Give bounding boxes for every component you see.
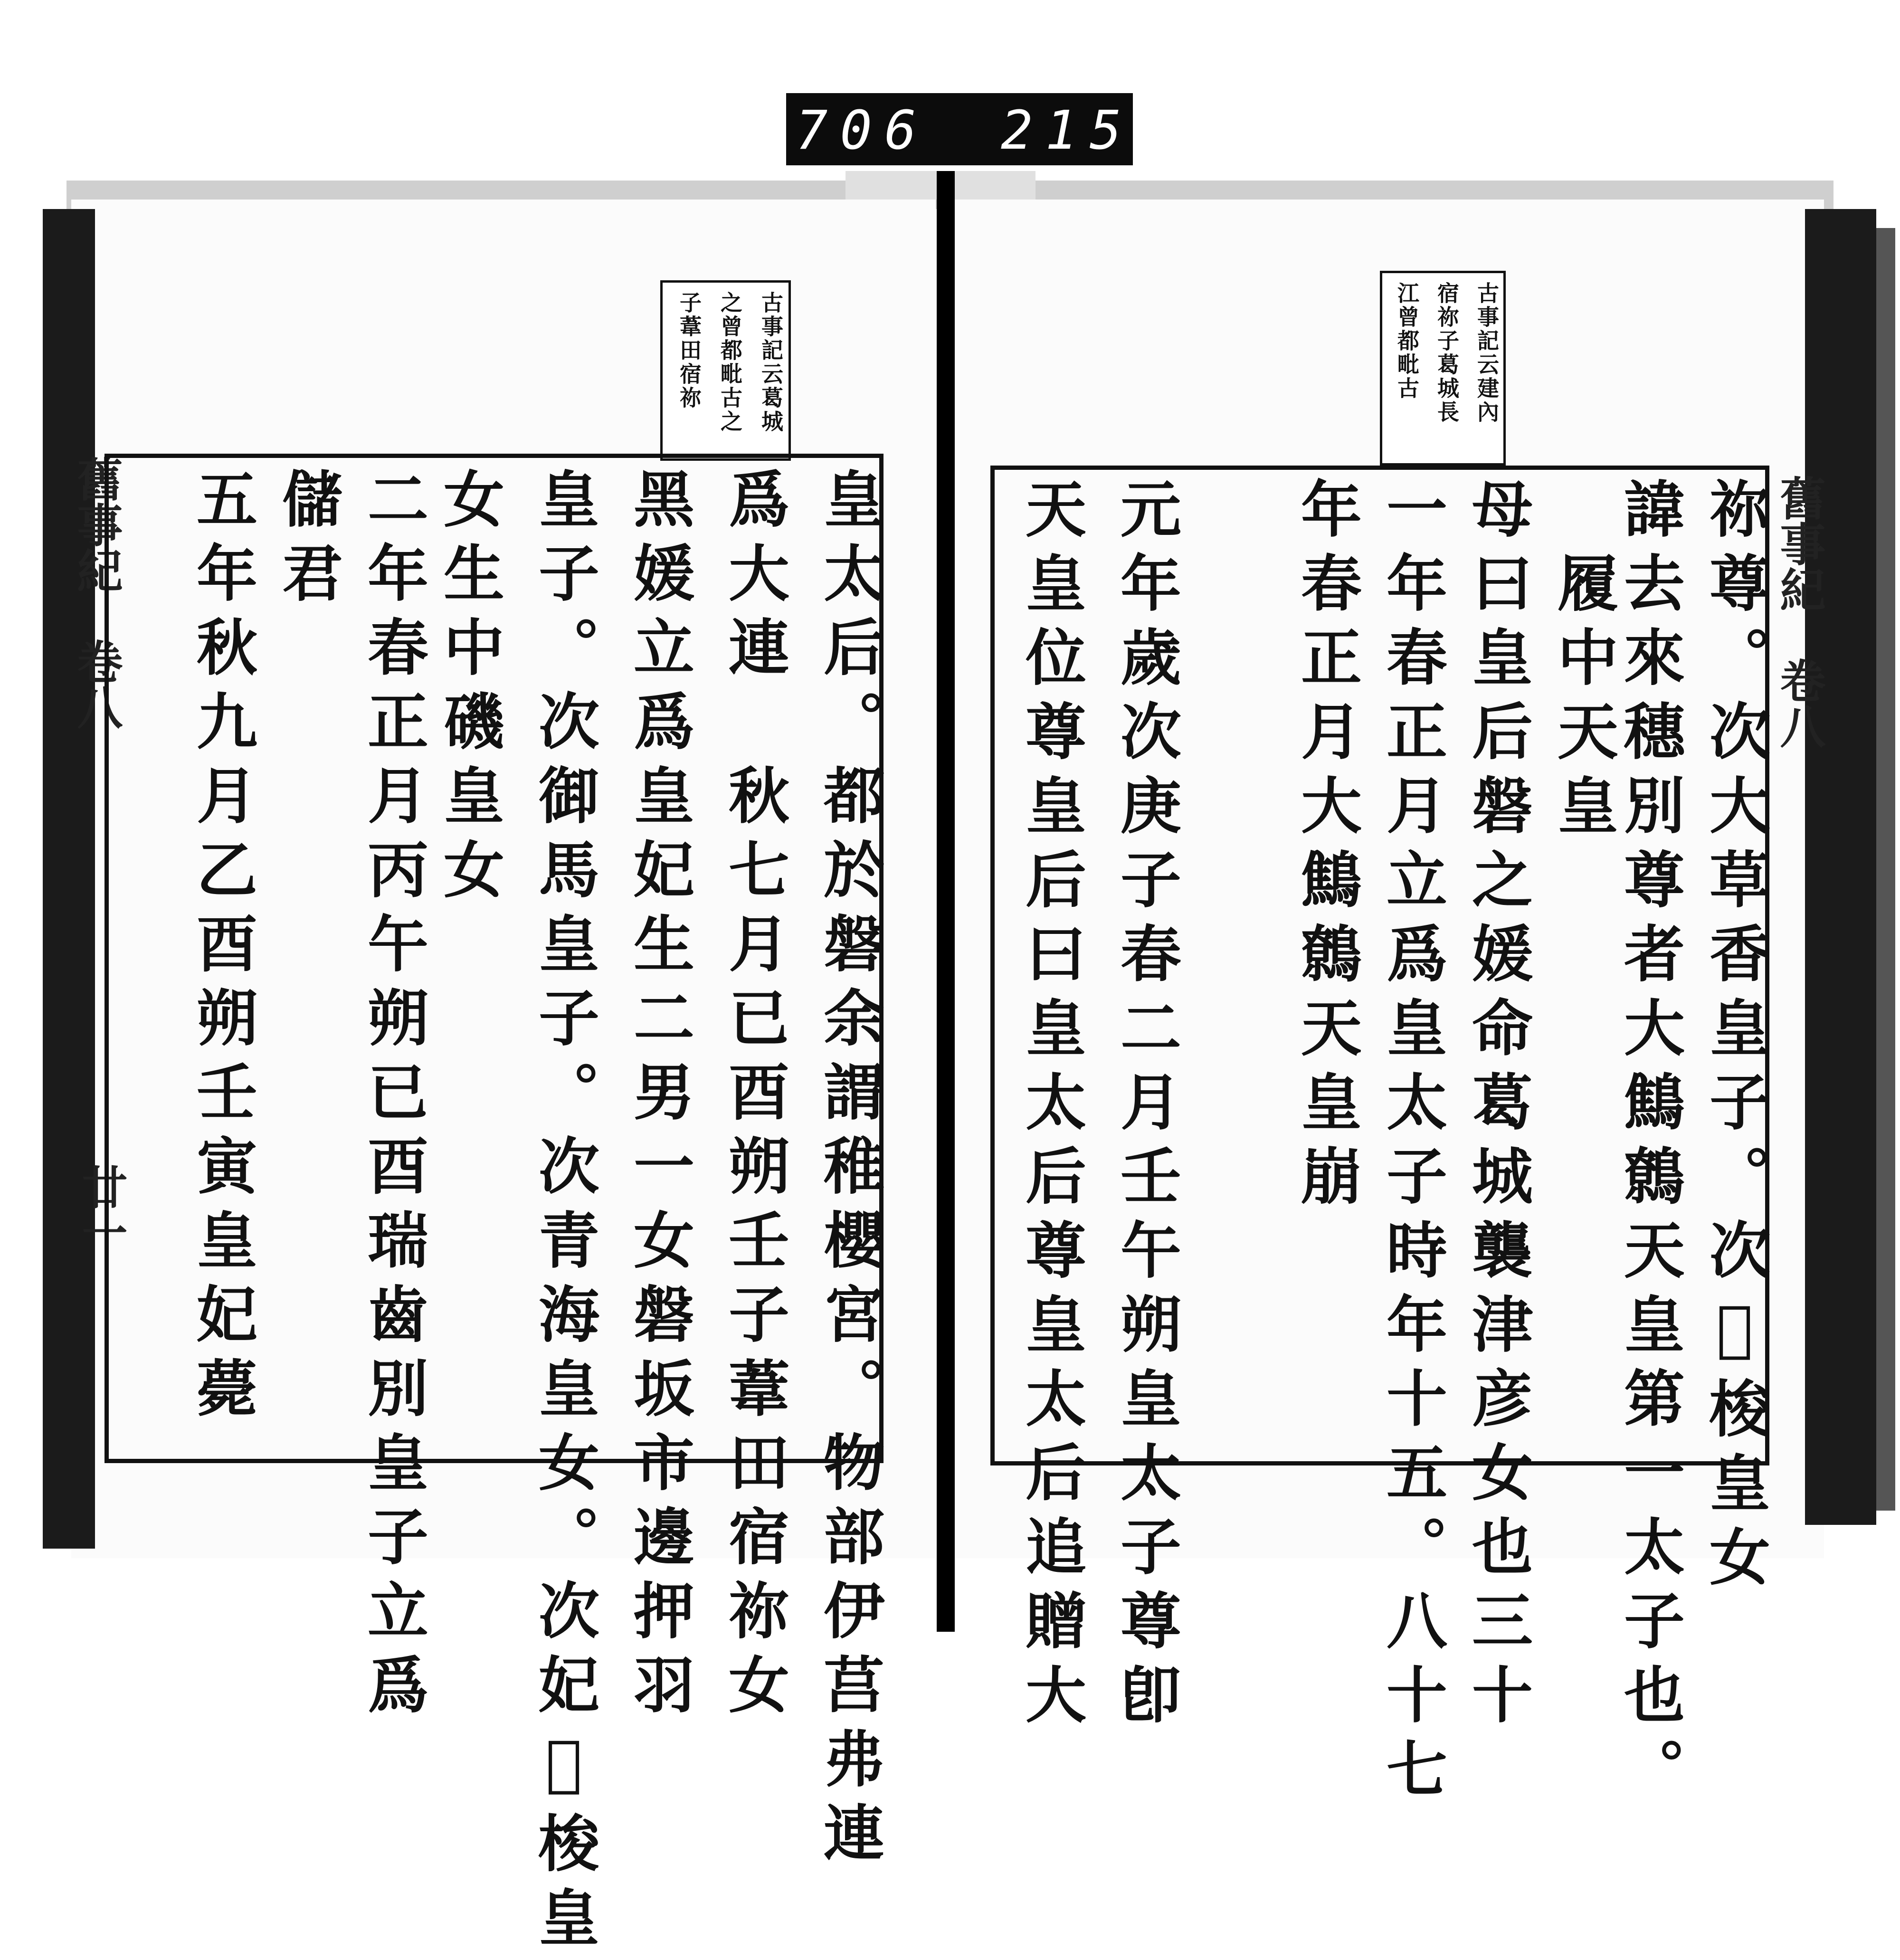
text-column: 一年春正月立爲皇太子時年十五。八十七 — [1376, 477, 1447, 1811]
headnote-line: 江曾都毗古 — [1394, 282, 1420, 400]
text-column: 女生中磯皇女 — [433, 467, 504, 912]
text-column: 黑媛立爲皇妃生二男一女磐坂市邊押羽 — [623, 467, 694, 1727]
text-column: 儲君 — [272, 467, 343, 616]
right-edge-strip — [1876, 228, 1895, 1511]
label-number-left: 706 — [796, 100, 929, 162]
text-column: 祢尊。次大草香皇子。次𢢮梭皇女 — [1699, 477, 1770, 1599]
left-headnote — [660, 280, 791, 461]
right-running-head: 舊事紀 卷八 — [1773, 475, 1826, 749]
text-column: 母曰皇后磐之媛命葛城襲津彦女也三十 — [1462, 477, 1533, 1737]
headnote-line: 宿祢子葛城長 — [1434, 282, 1460, 424]
headnote-line: 古事記云葛城 — [758, 291, 784, 434]
label-number-right: 215 — [1001, 100, 1134, 162]
text-column: 爲大連 秋七月已酉朔壬子葦田宿祢女 — [718, 467, 789, 1727]
text-column: 二年春正月丙午朔已酉瑞齒別皇子立爲 — [357, 467, 428, 1727]
text-column: 履中天皇 — [1547, 477, 1618, 848]
text-column: 五年秋九月乙酉朔壬寅皇妃薨 — [186, 467, 257, 1431]
text-column: 諱去來穗別尊者大鷦鷯天皇第一太子也。 — [1614, 477, 1685, 1811]
left-text-frame — [104, 454, 884, 1960]
right-text-frame — [990, 466, 1770, 1811]
text-column: 年春正月大鷦鷯天皇崩 — [1291, 477, 1362, 1218]
book-spine — [937, 171, 955, 1632]
headnote-line: 古事記云建內 — [1474, 282, 1500, 424]
text-column: 元年歲次庚子春二月壬午朔皇太子尊卽 — [1110, 477, 1181, 1737]
text-column: 皇子。次御馬皇子。次青海皇女。次妃𢢮梭皇 — [528, 467, 599, 1960]
text-column: 天皇位尊皇后曰皇太后尊皇太后追贈大 — [1015, 477, 1086, 1737]
headnote-line: 之曾都毗古之 — [717, 291, 743, 434]
left-page-edge — [43, 209, 95, 1549]
text-column: 皇太后。都於磐余謂稚櫻宮。物部伊莒弗連 — [813, 467, 884, 1875]
right-headnote — [1380, 271, 1506, 466]
headnote-line: 子葦田宿祢 — [676, 291, 702, 410]
right-page-edge — [1805, 209, 1876, 1525]
image-label-plate — [786, 93, 1133, 165]
left-folio: 廿一 — [75, 1164, 128, 1255]
left-running-head: 舊事紀 卷八 — [70, 456, 124, 730]
